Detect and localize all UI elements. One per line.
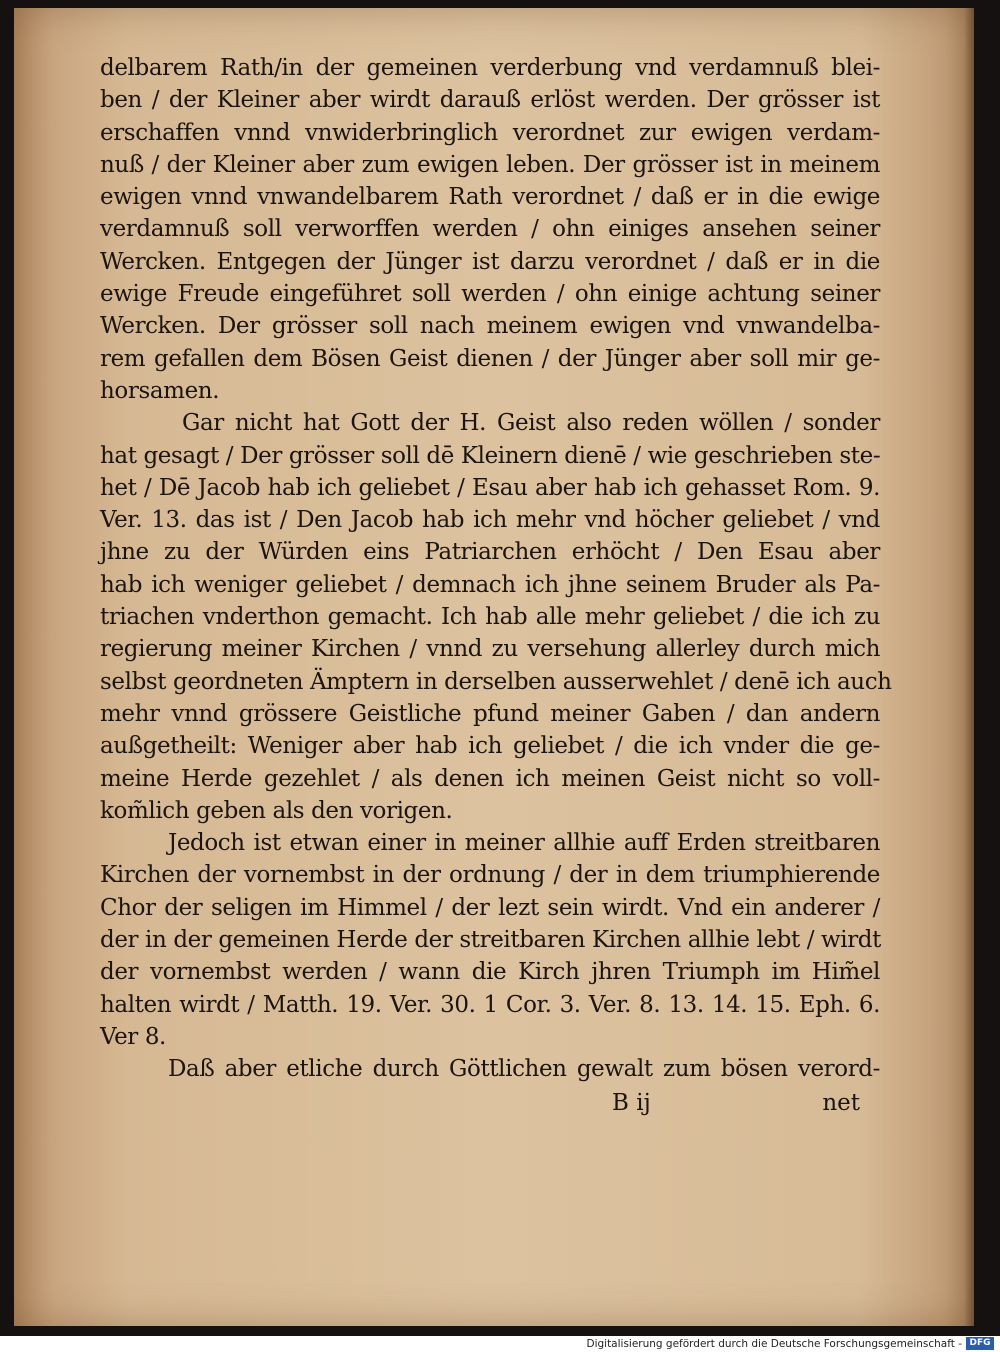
text-line: triachen vnderthon gemacht. Ich hab alle mehr geliebet / die ich zu (100, 604, 880, 631)
text-line: Wercken. Der grösser soll nach meinem ewigen vnd vnwandelba- (100, 313, 880, 340)
page-foot (100, 1090, 860, 1124)
text-line: hat gesagt / Der grösser soll dē Kleinern dienē / wie geschrieben ste- (100, 442, 881, 469)
text-line: het / Dē Jacob hab ich geliebet / Esau aber hab ich gehasset Rom. 9. (100, 474, 880, 501)
text-line: ewige Freude eingeführet soll werden / ohn einige achtung seiner (100, 281, 880, 308)
text-line: erschaffen vnnd vnwiderbringlich verordnet zur ewigen verdam- (100, 119, 880, 146)
paragraph-start-line: Jedoch ist etwan einer in meiner allhie auff Erden streitbaren (168, 830, 880, 857)
text-line: halten wirdt / Matth. 19. Ver. 30. 1 Cor. 3. Ver. 8. 13. 14. 15. Eph. 6. (100, 991, 880, 1018)
text-line: der in der gemeinen Herde der streitbaren Kirchen allhie lebt / wirdt (100, 927, 881, 954)
text-line: meine Herde gezehlet / als denen ich meinen Geist nicht so voll- (100, 765, 880, 792)
text-line: Wercken. Entgegen der Jünger ist darzu verordnet / daß er in die (100, 248, 880, 275)
funding-credit: Digitalisierung gefördert durch die Deutsche Forschungsgemeinschaft - (586, 1338, 962, 1350)
text-line: delbarem Rath/in der gemeinen verderbung vnd verdamnuß blei- (100, 55, 880, 81)
text-line: außgetheilt: Weniger aber hab ich geliebet / die ich vnder die ge- (100, 733, 880, 760)
text-line: Chor der seligen im Himmel / der lezt sein wirdt. Vnd ein anderer / (100, 894, 880, 921)
text-line: Ver. 13. das ist / Den Jacob hab ich mehr vnd höcher geliebet / vnd (100, 507, 880, 534)
signature-mark: B ij (612, 1090, 651, 1116)
text-line: mehr vnnd grössere Geistliche pfund meiner Gaben / dan andern (100, 700, 880, 727)
text-line: selbst geordneten Ämptern in derselben ausserwehlet / denē ich auch (100, 668, 892, 695)
paragraph-end-line: kom̃lich geben als den vorigen. (100, 797, 453, 824)
paragraph-end-line: Ver 8. (100, 1023, 166, 1050)
paragraph-start-line: Gar nicht hat Gott der H. Geist also reden wöllen / sonder (182, 410, 880, 437)
text-line: der vornembst werden / wann die Kirch jhren Triumph im Him̃el (100, 959, 880, 986)
text-line: rem gefallen dem Bösen Geist dienen / der Jünger aber soll mir ge- (100, 345, 880, 372)
text-line: jhne zu der Würden eins Patriarchen erhöcht / Den Esau aber (100, 539, 880, 566)
text-line: verdamnuß soll verworffen werden / ohn einiges ansehen seiner (100, 216, 880, 243)
text-line: nuß / der Kleiner aber zum ewigen leben. Der grösser ist in meinem (100, 151, 880, 178)
text-line: hab ich weniger geliebet / demnach ich jhne seinem Bruder als Pa- (100, 571, 880, 598)
text-line: ewigen vnnd vnwandelbarem Rath verordnet / daß er in die ewige (100, 184, 880, 211)
catchword: net (822, 1090, 860, 1116)
text-line: regierung meiner Kirchen / vnnd zu versehung allerley durch mich (100, 636, 880, 663)
page-body-text (100, 52, 892, 1086)
paragraph-start-line: Daß aber etliche durch Göttlichen gewalt zum bösen verord- (168, 1056, 880, 1083)
text-line: Kirchen der vornembst in der ordnung / der in dem triumphierende (100, 862, 880, 889)
digitization-footer (0, 1336, 1000, 1352)
text-line: ben / der Kleiner aber wirdt darauß erlöst werden. Der grösser ist (100, 87, 880, 114)
paragraph-end-line: horsamen. (100, 377, 220, 404)
dfg-logo: DFG (966, 1337, 994, 1350)
